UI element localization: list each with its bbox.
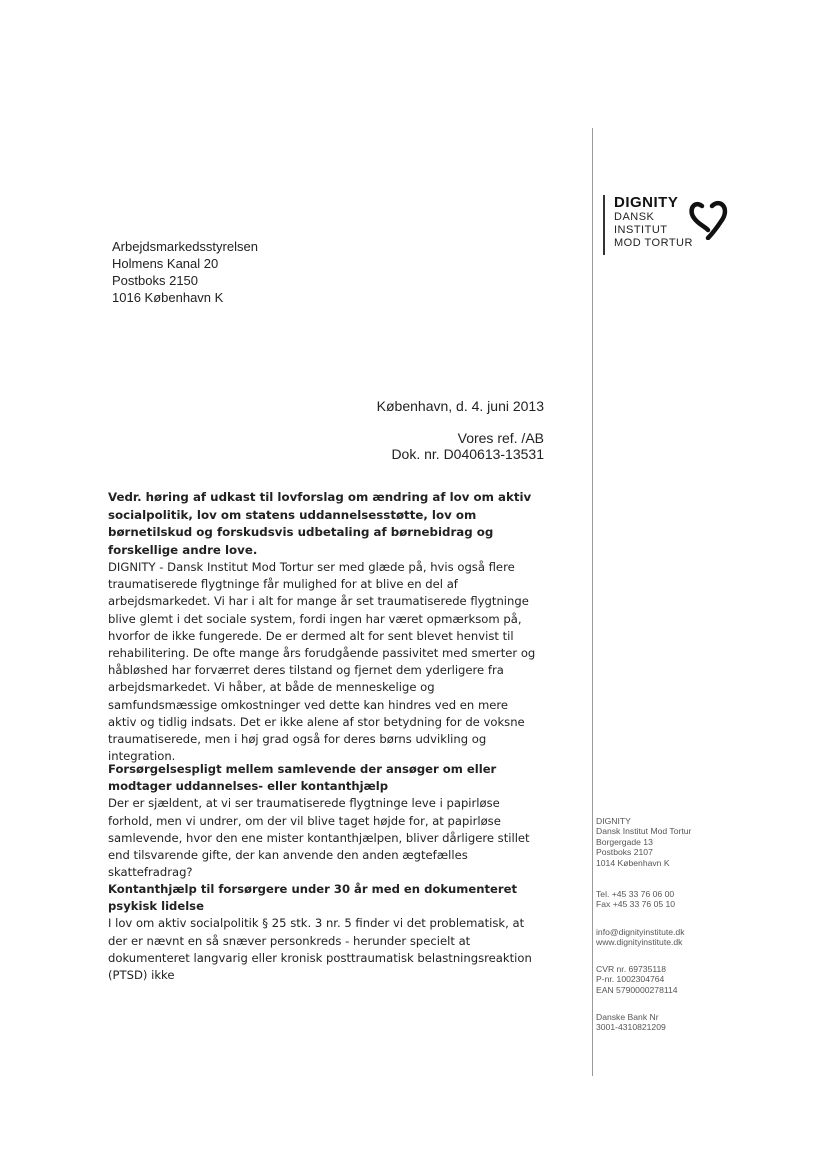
subject-heading: Vedr. høring af udkast til lovforslag om ændring af lov om aktiv socialpolitik, lov om statens uddannelsesstøtte, lov om børnetilskud og forskudsvis udbetaling af børnebidrag og forskellige andre love. xyxy=(108,490,532,557)
section-forsorgelsespligt xyxy=(108,761,540,881)
sidebar-line: Fax +45 33 76 05 10 xyxy=(596,899,676,910)
sidebar-line: Danske Bank Nr xyxy=(596,1012,659,1022)
logo-line-1: DANSK xyxy=(614,211,655,223)
logo-brand: DIGNITY xyxy=(614,194,679,211)
sidebar-line: Borgergade 13 xyxy=(596,836,653,847)
letterhead-logo xyxy=(614,196,693,250)
section-body: Der er sjældent, at vi ser traumatiserede flygtninge leve i papirløse forhold, men vi undrer, om der vil blive taget højde for, at papirløse samlevende, hvor den ene mister kontanthjælpen, bliver dårligere stillet end tilsvarende gifte, der kan anvende den anden ægtefælles skattefradrag? xyxy=(108,796,530,880)
sidebar-line: Dansk Institut Mod Tortur xyxy=(596,826,692,837)
sidebar-website: www.dignityinstitute.dk xyxy=(596,937,683,948)
date-line: København, d. 4. juni 2013 xyxy=(376,398,544,414)
section-heading: Forsørgelsespligt mellem samlevende der ansøger om eller modtager uddannelses- eller kontanthjælp xyxy=(108,762,497,794)
sidebar-line: CVR nr. 69735118 xyxy=(596,964,667,974)
sidebar-address xyxy=(596,816,691,868)
sidebar-line: EAN 5790000278114 xyxy=(596,984,678,995)
sidebar-line: 1014 København K xyxy=(596,857,670,868)
section-heading: Kontanthjælp til forsørgere under 30 år med en dokumenteret psykisk lidelse xyxy=(108,882,518,914)
recipient-line: Postboks 2150 xyxy=(112,273,199,288)
recipient-line: Arbejdsmarkedsstyrelsen xyxy=(112,239,258,254)
sidebar-line: DIGNITY xyxy=(596,816,631,826)
logo-line-2: INSTITUT xyxy=(614,224,668,236)
vertical-rule xyxy=(592,128,593,1076)
sidebar-line: Postboks 2107 xyxy=(596,847,653,858)
reference-block xyxy=(391,430,544,462)
sidebar-line: P-nr. 1002304764 xyxy=(596,974,665,985)
recipient-address xyxy=(112,238,258,306)
sidebar-bank xyxy=(596,1012,666,1033)
logo-line-3: MOD TORTUR xyxy=(614,237,693,249)
sidebar-phone xyxy=(596,889,675,910)
sidebar-ids xyxy=(596,964,678,995)
heart-logo-icon xyxy=(688,196,728,240)
recipient-line: 1016 København K xyxy=(112,290,224,305)
sidebar-line: Tel. +45 33 76 06 00 xyxy=(596,889,675,899)
recipient-line: Holmens Kanal 20 xyxy=(112,256,219,271)
logo-rule xyxy=(603,195,605,255)
sidebar-email: info@dignityinstitute.dk xyxy=(596,927,685,937)
section-kontanthjaelp xyxy=(108,881,540,984)
sidebar-web xyxy=(596,927,685,948)
sidebar-line: 3001-4310821209 xyxy=(596,1022,666,1033)
intro-paragraph: DIGNITY - Dansk Institut Mod Tortur ser med glæde på, hvis også flere traumatiserede flygtninge får mulighed for at blive en del af arbejdsmarkedet. Vi har i alt for mange år set traumatiserede flygtninge blive glemt i det sociale system, fordi ingen har været opmærksom på, hvorfor de ikke fungerede. De er dermed alt for sent blevet henvist til rehabilitering. De ofte mange års forudgående passivitet med smerter og håbløshed har forværret deres tilstand og fjernet dem yderligere fra arbejdsmarkedet. Vi håber, at både de menneskelige og samfundsmæssige omkostninger ved dette kan hindres ved en mere aktiv og tidlig indsats. Det er ikke alene af stor betydning for de voksne traumatiserede, men i høj grad også for deres børns udvikling og integration. xyxy=(108,560,536,764)
our-reference: Vores ref. /AB xyxy=(457,430,544,446)
document-number: Dok. nr. D040613-13531 xyxy=(391,446,544,462)
section-body: I lov om aktiv socialpolitik § 25 stk. 3 nr. 5 finder vi det problematisk, at der er nævnt en så snæver personkreds - herunder specielt at dokumenteret langvarig eller kronisk posttraumatisk belastningsreaktion (PTSD) ikke xyxy=(108,916,532,983)
